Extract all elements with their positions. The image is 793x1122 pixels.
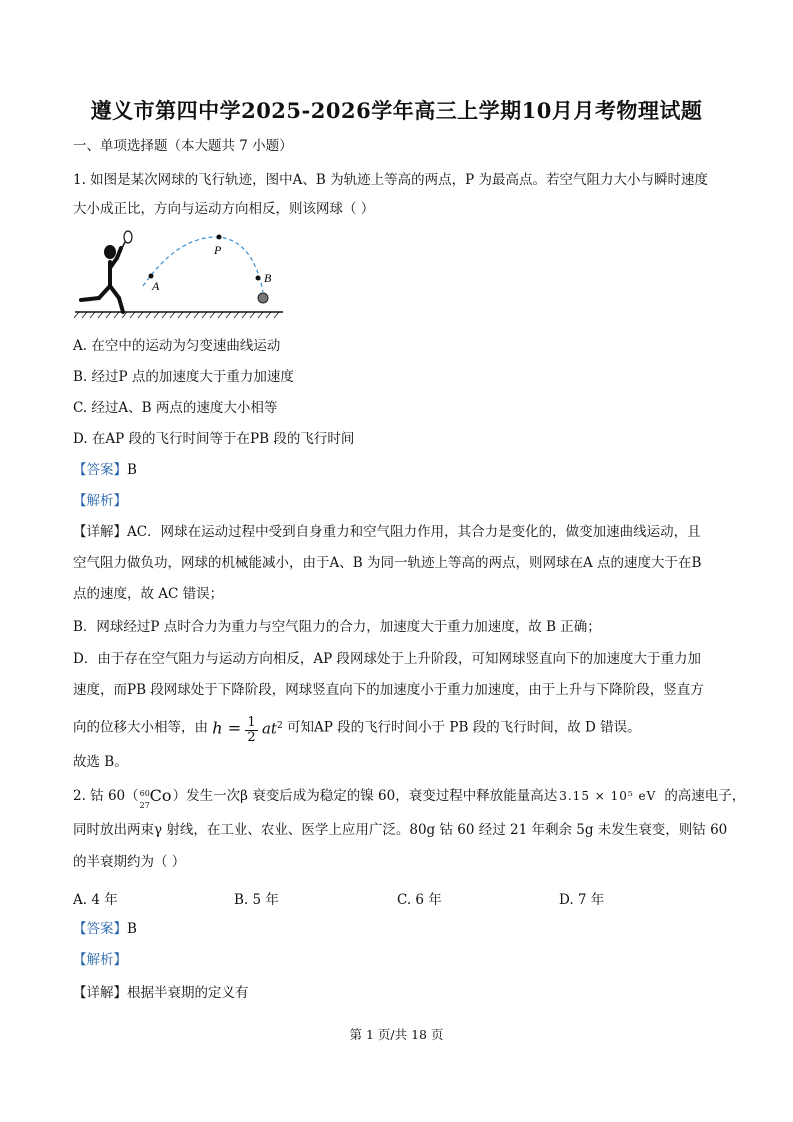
q2-detail-line1 xyxy=(73,983,723,1003)
page-footer: 第 1 页/共 18 页 xyxy=(349,1027,444,1042)
answer-tag: 【答案】 xyxy=(73,462,127,478)
q2-option-d: D. 7 年 xyxy=(559,892,605,908)
point-b xyxy=(256,276,261,281)
q1-detail-line2: 空气阻力做负功，网球的机械能减小，由于A、B 为同一轨迹上等高的两点，则网球在A 点的速度大于在B xyxy=(73,555,702,571)
q1-answer xyxy=(73,460,723,480)
label-p: P xyxy=(214,243,222,257)
label-a: A xyxy=(152,279,160,293)
q2-option-b: B. 5 年 xyxy=(234,892,279,908)
fraction-denominator: 2 xyxy=(247,729,256,745)
q1-option-c: C. 经过A、B 两点的速度大小相等 xyxy=(73,400,278,416)
isotope-mass-number: 60 xyxy=(139,788,150,798)
tennis-ball xyxy=(258,293,268,303)
detail-text: AC．网球在运动过程中受到自身重力和空气阻力作用，其合力是变化的，做变加速曲线运动，且 xyxy=(127,524,701,540)
player-head xyxy=(104,245,116,259)
q2-stem-line1 xyxy=(73,785,746,810)
tennis-trajectory-figure xyxy=(73,228,293,328)
isotope-symbol: Co xyxy=(149,785,172,805)
point-p xyxy=(217,235,222,240)
q1-stem-line1: 1. 如图是某次网球的飞行轨迹，图中A、B 为轨迹上等高的两点，P 为最高点。若空气阻力大小与瞬时速度 xyxy=(73,172,709,188)
answer-value: B xyxy=(127,462,137,478)
answer-value: B xyxy=(127,921,137,937)
q1-detail-line5: D．由于存在空气阻力与运动方向相反，AP 段网球处于上升阶段，可知网球竖直向下的加速度大于重力加 xyxy=(73,651,701,667)
trajectory-curve xyxy=(143,237,263,292)
q1-detail-line6: 速度，而PB 段网球处于下降阶段，网球竖直向下的加速度小于重力加速度，由于上升与下降阶段，竖直方 xyxy=(73,682,704,698)
stem-text: ）发生一次β 衰变后成为稳定的镍 60，衰变过程中释放能量高达 xyxy=(172,788,558,804)
fraction-numerator: 1 xyxy=(247,714,256,730)
stem-text: 的高速电子， xyxy=(664,788,746,804)
detail-tag: 【详解】 xyxy=(73,524,127,540)
q2-stem-line2: 同时放出两束γ 射线，在工业、农业、医学上应用广泛。80g 钴 60 经过 21 年剩余 5g 未发生衰变，则钴 60 xyxy=(73,822,728,838)
q1-option-b: B. 经过P 点的加速度大于重力加速度 xyxy=(73,369,294,385)
formula-h: h = xyxy=(212,718,242,738)
q1-option-d: D. 在AP 段的飞行时间等于在PB 段的飞行时间 xyxy=(73,431,355,447)
ground-hatching xyxy=(74,312,279,318)
detail-text: 向的位移大小相等，由 xyxy=(73,719,208,736)
q1-detail-line1 xyxy=(73,522,723,542)
q1-conclusion: 故选 B。 xyxy=(73,754,128,770)
formula-exponent: 2 xyxy=(276,721,283,731)
detail-text: 可知AP 段的飞行时间小于 PB 段的飞行时间，故 D 错误。 xyxy=(286,719,641,736)
trajectory-svg xyxy=(73,228,293,328)
answer-tag: 【答案】 xyxy=(73,921,127,937)
isotope-atomic-number: 27 xyxy=(139,800,150,810)
q2-option-a: A. 4 年 xyxy=(73,892,118,908)
page-title: 遵义市第四中学2025-2026学年高三上学期10月月考物理试题 xyxy=(90,98,703,123)
q2-answer xyxy=(73,919,723,939)
q1-detail-line4: B．网球经过P 点时合力为重力与空气阻力的合力，加速度大于重力加速度，故 B 正确； xyxy=(73,619,601,635)
racket-handle xyxy=(121,242,125,250)
detail-text: 根据半衰期的定义有 xyxy=(127,985,249,1001)
player-figure xyxy=(81,248,123,312)
point-a xyxy=(149,274,154,279)
kinematics-formula xyxy=(212,708,282,748)
energy-value: 3.15 × 10⁵ eV xyxy=(559,789,657,803)
q1-analysis-tag: 【解析】 xyxy=(73,493,127,509)
detail-tag: 【详解】 xyxy=(73,985,127,1001)
q1-detail-line7 xyxy=(73,708,723,748)
section-heading: 一、单项选择题（本大题共 7 小题） xyxy=(73,138,293,154)
q1-option-a: A. 在空中的运动为匀变速曲线运动 xyxy=(73,338,281,354)
q1-detail-line3: 点的速度，故 AC 错误； xyxy=(73,586,224,602)
q2-stem-line3: 的半衰期约为（ ） xyxy=(73,854,186,870)
racket-head xyxy=(124,231,132,243)
isotope-notation xyxy=(139,785,173,810)
q1-stem-line2: 大小成正比，方向与运动方向相反，则该网球（ ） xyxy=(73,201,375,217)
q2-analysis-tag: 【解析】 xyxy=(73,952,127,968)
formula-at: at xyxy=(261,719,277,738)
q2-option-c: C. 6 年 xyxy=(397,892,442,908)
stem-text: 2. 钴 60（ xyxy=(73,788,139,804)
formula-fraction xyxy=(245,716,257,745)
label-b: B xyxy=(264,271,272,285)
